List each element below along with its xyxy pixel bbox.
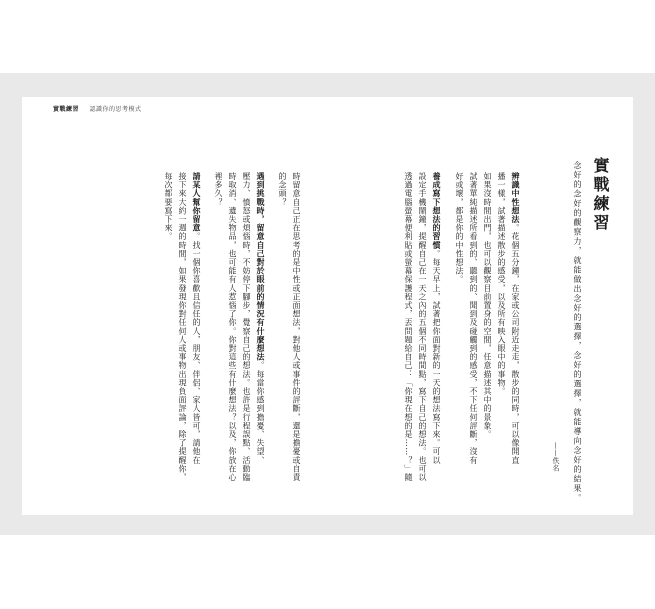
text-column	[455, 172, 464, 284]
body-text: 。每當你感到擔憂、失望、	[256, 361, 265, 465]
text-column	[511, 172, 520, 464]
body-text: 時取消、遺失物品，也可能有人惹惱了你。你對這些有什麼想法？以及，你放在心	[228, 172, 237, 482]
body-text: 。花個五分鐘，在家或公司附近走走，散步的同時，可以像開直	[511, 223, 520, 465]
text-column	[483, 172, 492, 439]
running-header-section: 實戰練習	[53, 106, 80, 113]
text-column	[192, 172, 201, 464]
running-header	[53, 104, 141, 113]
body-text: 時留意自己正在思考的是中性或正面想法，對他人或事件的評斷，還是擔憂或自責	[292, 172, 301, 482]
bold-heading-text: 養成寫下想法的習慣	[432, 172, 441, 250]
body-text: 裡多久？	[214, 172, 223, 207]
text-column	[178, 172, 187, 482]
body-text: 。每天早上，試著把你面對新的一天的想法寫下來。可以	[432, 249, 441, 465]
exercise-title: 實戰練習	[591, 157, 610, 233]
bold-heading-text: 辨識中性想法	[511, 172, 520, 224]
text-column	[242, 172, 251, 482]
body-text: 播一樣，試著描述散步的感受，以及所有映入眼中的事物。	[497, 172, 506, 396]
text-column	[228, 172, 237, 482]
text-column	[292, 172, 301, 482]
body-text: 接下來大約一週的時間，如果發現你對任何人或事物出現負面評論，除了提醒你，	[178, 172, 187, 482]
body-text: 的念頭？	[278, 172, 287, 207]
text-column	[469, 172, 478, 464]
body-text: 透過電腦螢幕便利貼或螢幕保護程式，丟問題給自己：「你現在想的是……？」隨	[404, 172, 413, 482]
epigraph-attribution: ——佚名	[552, 442, 560, 472]
body-text: 壓力、憤怒或煩惱時，不妨停下腳步，覺察自己的想法。也許是行程誤點、活動臨	[242, 172, 251, 482]
text-column	[214, 172, 223, 206]
bold-heading-text: 請某人幫你留意	[192, 172, 201, 233]
text-column	[432, 172, 441, 464]
book-page	[22, 97, 633, 515]
bold-heading-text: 遇到挑戰時，留意自己對於眼前的情況有什麼想法	[256, 172, 265, 362]
body-text: 設定手機鬧鐘，提醒自己在一天之內的五個不同時間點，寫下自己的想法。也可以	[418, 172, 427, 482]
text-column	[164, 172, 173, 241]
text-column	[418, 172, 427, 482]
body-text: 好或壞，都是你的中性想法。	[455, 172, 464, 284]
text-column	[404, 172, 413, 482]
body-text: 。找一個你喜歡且信任的人，朋友、伴侶、家人皆可，請他在	[192, 232, 201, 465]
running-header-subtitle: 認識你的思考模式	[89, 106, 142, 113]
text-column	[497, 172, 506, 396]
epigraph-quote: 念好的念好的觀察力，就能做出念好的選擇，念好的選擇，就能導向念好的結果。	[573, 161, 582, 503]
body-text: 每次都要寫下來。	[164, 172, 173, 241]
text-column	[256, 172, 265, 464]
text-column	[278, 172, 287, 206]
body-text: 試著單純描述所看到的、聽到的、聞到及碰觸到的感受，不下任何評斷，沒有	[469, 172, 478, 465]
body-text: 如果沒時間出門，也可以觀察目前置身的空間，任意描述其中的景象。	[483, 172, 492, 439]
